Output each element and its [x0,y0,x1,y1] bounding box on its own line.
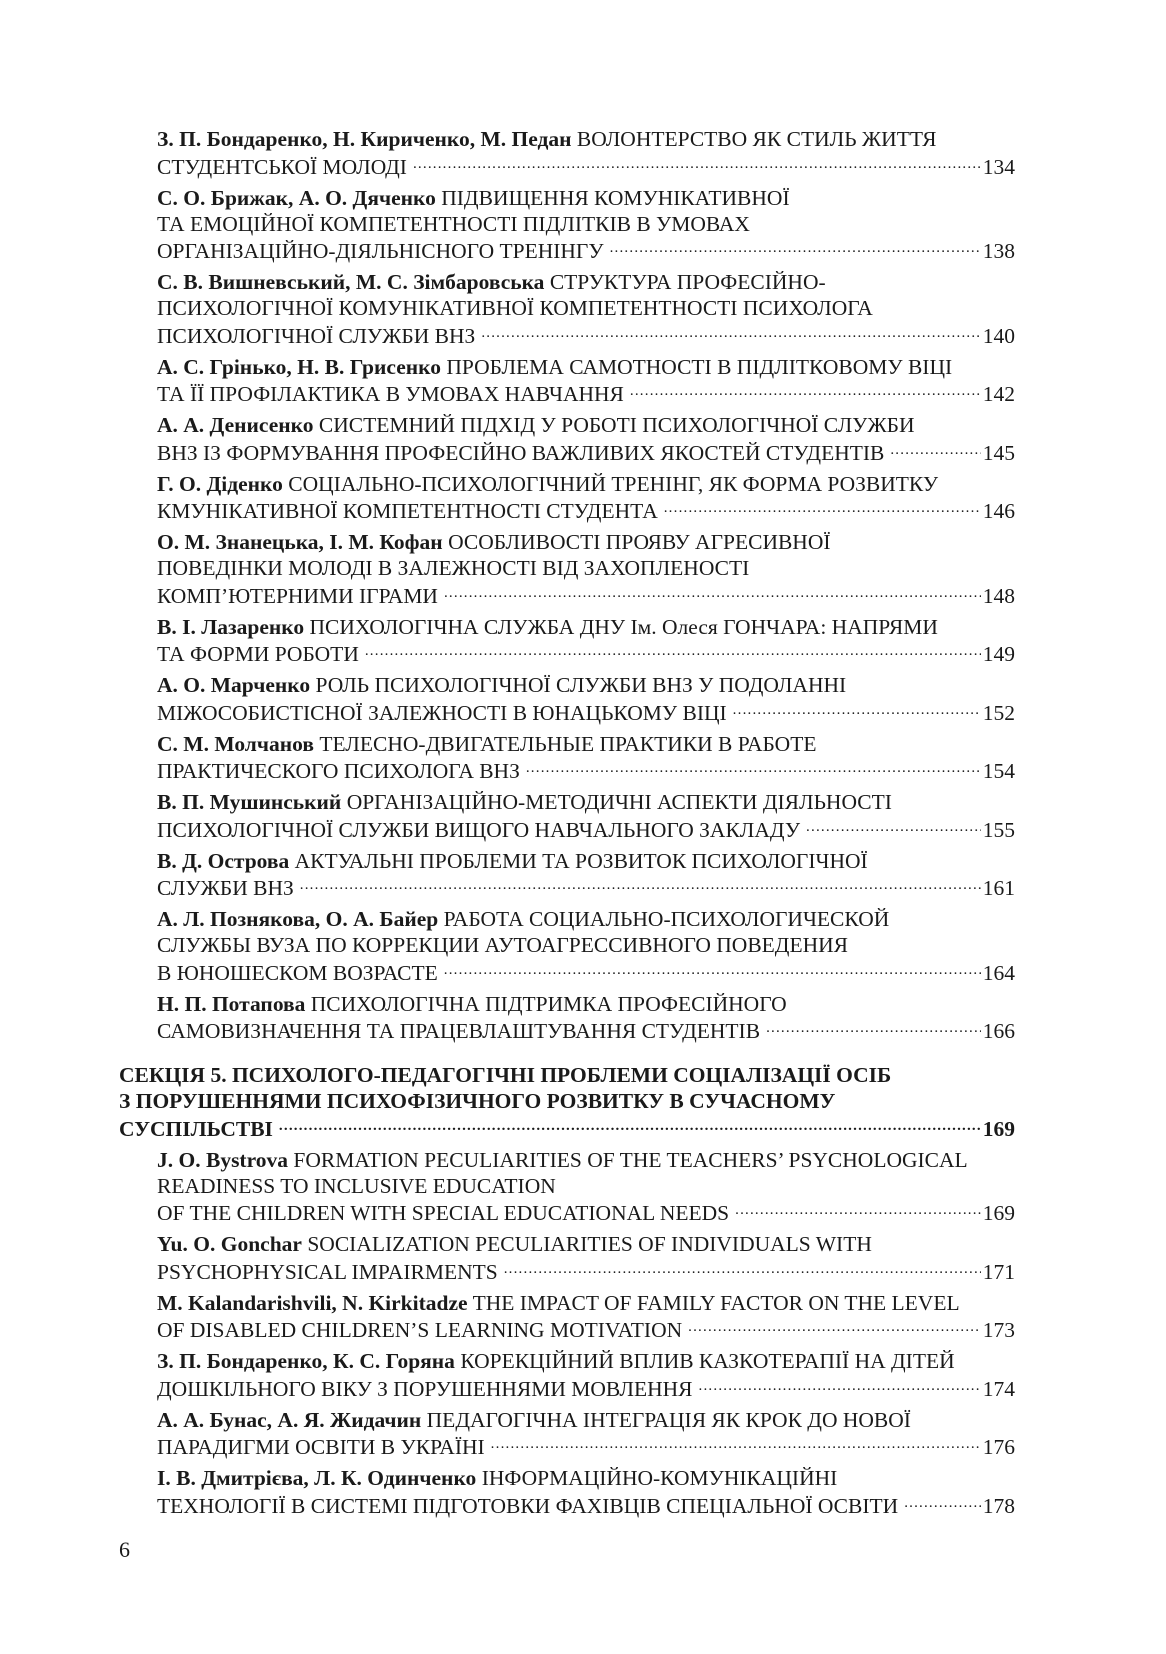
section-heading-line: СЕКЦІЯ 5. ПСИХОЛОГО-ПЕДАГОГІЧНІ ПРОБЛЕМИ СОЦІАЛІЗАЦІЇ ОСІБ [119,1063,892,1087]
entry-title-start: ОРГАНІЗАЦІЙНО-МЕТОДИЧНІ АСПЕКТИ ДІЯЛЬНОСТІ [346,790,892,814]
dot-leader [300,874,981,896]
dot-leader [365,640,981,662]
toc-group-a [119,126,1015,1044]
entry-first-line [157,1407,1015,1433]
entry-title-end: СЛУЖБИ ВНЗ [157,876,294,900]
section-heading-text: СУСПІЛЬСТВІ [119,1116,273,1141]
entry-authors: Г. О. Діденко [157,471,283,496]
page-number: 6 [119,1537,130,1562]
toc-entry[interactable] [157,354,1015,408]
toc-entry[interactable] [157,991,1015,1045]
entry-last-line [157,698,1015,726]
dot-leader [664,497,981,519]
entry-page-number: 145 [982,440,1015,465]
toc-entry[interactable] [157,1290,1015,1344]
entry-page-number: 166 [982,1019,1015,1043]
entry-first-line [157,471,1015,497]
dot-leader [699,1374,981,1396]
entry-authors: А. О. Марченко [157,673,311,697]
section-heading-last-line [119,1114,1015,1142]
entry-authors: В. І. Лазаренко [157,614,305,639]
entry-title-end: ПАРАДИГМИ ОСВІТИ В УКРАЇНІ [157,1435,485,1459]
entry-title-end: ТЕХНОЛОГІЇ В СИСТЕМІ ПІДГОТОВКИ ФАХІВЦІВ СПЕЦІАЛЬНОЇ ОСВІТИ [157,1493,899,1518]
entry-first-line [157,185,1015,211]
entry-last-line [157,1433,1015,1461]
entry-title-end: OF DISABLED CHILDREN’S LEARNING MOTIVATION [157,1318,683,1342]
entry-authors: А. Л. Познякова, О. А. Байер [157,907,439,931]
entry-title-end: КМУНІКАТИВНОЇ КОМПЕТЕНТНОСТІ СТУДЕНТА [157,499,658,523]
entry-authors: Yu. O. Gonchar [157,1232,302,1256]
dot-leader [733,698,981,720]
section-heading-line: З ПОРУШЕННЯМИ ПСИХОФІЗИЧНОГО РОЗВИТКУ В СУЧАСНОМУ [119,1089,836,1113]
dot-leader [735,1199,981,1221]
entry-title-end: ПСИХОЛОГІЧНОЇ СЛУЖБИ ВНЗ [157,323,476,348]
section-page-number: 169 [982,1116,1015,1141]
entry-title-start: КОРЕКЦІЙНИЙ ВПЛИВ КАЗКОТЕРАПІЇ НА ДІТЕЙ [460,1349,955,1373]
entry-page-number: 176 [982,1435,1015,1459]
entry-title-start: РОЛЬ ПСИХОЛОГІЧНОЇ СЛУЖБИ ВНЗ У ПОДОЛАННІ [315,673,847,697]
toc-entry[interactable] [157,1348,1015,1402]
entry-authors: А. А. Денисенко [157,413,314,437]
toc-entry[interactable] [157,1147,1015,1227]
toc-entry[interactable] [157,672,1015,726]
dot-leader [413,152,981,174]
toc-entry[interactable] [157,906,1015,986]
entry-last-line [157,237,1015,265]
entry-title-start: ПІДВИЩЕННЯ КОМУНІКАТИВНОЇ [441,185,790,210]
entry-first-line [157,906,1015,932]
entry-title-start: РАБОТА СОЦИАЛЬНО-ПСИХОЛОГИЧЕСКОЙ [443,907,890,931]
toc-group-b [119,1147,1015,1519]
entry-title-start: SOCIALIZATION PECULIARITIES OF INDIVIDUALS WITH [307,1232,872,1256]
entry-first-line [157,672,1015,698]
entry-last-line [157,1374,1015,1402]
entry-authors: І. В. Дмитрієва, Л. К. Одинченко [157,1466,477,1490]
entry-first-line [157,1290,1015,1316]
entry-page-number: 154 [982,759,1015,783]
entry-authors: M. Kalandarishvili, N. Kirkitadze [157,1290,468,1315]
entry-title-start: СИСТЕМНИЙ ПІДХІД У РОБОТІ ПСИХОЛОГІЧНОЇ СЛУЖБИ [318,413,915,437]
entry-first-line [157,731,1015,757]
entry-page-number: 174 [982,1376,1015,1401]
entry-last-line [157,815,1015,843]
entry-authors: В. П. Мушинський [157,790,342,814]
entry-last-line [157,1017,1015,1045]
entry-title-line: СЛУЖБЫ ВУЗА ПО КОРРЕКЦИИ АУТОАГРЕССИВНОГО ПОВЕДЕНИЯ [157,933,848,957]
entry-title-end: СТУДЕНТСЬКОЇ МОЛОДІ [157,154,407,179]
dot-leader [610,237,981,259]
entry-page-number: 161 [982,876,1015,900]
entry-first-line [157,269,1015,295]
entry-title-end: ТА ФОРМИ РОБОТИ [157,642,359,666]
dot-leader [444,581,981,603]
entry-last-line [157,757,1015,785]
entry-authors: З. П. Бондаренко, К. С. Горяна [157,1349,455,1373]
entry-title-start: THE IMPACT OF FAMILY FACTOR ON THE LEVEL [472,1290,960,1315]
entry-title-line: READINESS TO INCLUSIVE EDUCATION [157,1173,556,1198]
entry-title-start: СОЦІАЛЬНО-ПСИХОЛОГІЧНИЙ ТРЕНІНГ, ЯК ФОРМА РОЗВИТКУ [288,471,939,496]
entry-first-line [157,789,1015,815]
entry-page-number: 152 [982,700,1015,725]
entry-last-line [157,640,1015,668]
entry-last-line [157,1491,1015,1519]
entry-first-line [157,529,1015,555]
dot-leader [279,1114,981,1136]
entry-authors: J. O. Bystrova [157,1147,288,1172]
entry-page-number: 155 [982,817,1015,842]
table-of-contents [119,126,1015,1524]
dot-leader [806,815,981,837]
entry-first-line [157,1348,1015,1374]
toc-entry[interactable] [157,126,1015,180]
entry-page-number: 148 [982,583,1015,608]
entry-last-line [157,497,1015,525]
entry-first-line [157,126,1015,152]
entry-title-start: ОСОБЛИВОСТІ ПРОЯВУ АГРЕСИВНОЇ [448,530,831,554]
entry-page-number: 140 [982,323,1015,348]
toc-entry[interactable] [157,1465,1015,1519]
entry-authors: С. В. Вишневський, М. С. Зімбаровська [157,270,545,294]
entry-title-start: ТЕЛЕСНО-ДВИГАТЕЛЬНЫЕ ПРАКТИКИ В РАБОТЕ [319,731,817,756]
entry-title-end: ПРАКТИЧЕСКОГО ПСИХОЛОГА ВНЗ [157,759,520,783]
toc-entry[interactable] [157,1231,1015,1285]
entry-title-end: OF THE CHILDREN WITH SPECIAL EDUCATIONAL NEEDS [157,1201,730,1225]
entry-page-number: 173 [982,1318,1015,1342]
toc-entry[interactable] [157,789,1015,843]
entry-title-start: АКТУАЛЬНІ ПРОБЛЕМИ ТА РОЗВИТОК ПСИХОЛОГІЧНОЇ [294,848,868,873]
entry-title-end: PSYCHOPHYSICAL IMPAIRMENTS [157,1259,498,1284]
entry-title-end: ПСИХОЛОГІЧНОЇ СЛУЖБИ ВИЩОГО НАВЧАЛЬНОГО ЗАКЛАДУ [157,817,801,842]
entry-title-start: ПСИХОЛОГІЧНА СЛУЖБА ДНУ Ім. Олеся ГОНЧАРА: НАПРЯМИ [309,614,938,639]
dot-leader [766,1017,981,1039]
entry-title-end: МІЖОСОБИСТІСНОЇ ЗАЛЕЖНОСТІ В ЮНАЦЬКОМУ ВІЦІ [157,700,727,725]
toc-entry[interactable] [157,1407,1015,1461]
entry-title-start: ПЕДАГОГІЧНА ІНТЕГРАЦІЯ ЯК КРОК ДО НОВОЇ [426,1407,911,1432]
entry-title-end: ВНЗ ІЗ ФОРМУВАННЯ ПРОФЕСІЙНО ВАЖЛИВИХ ЯКОСТЕЙ СТУДЕНТІВ [157,440,885,465]
entry-page-number: 134 [982,154,1015,179]
entry-last-line [157,958,1015,986]
dot-leader [481,321,980,343]
entry-page-number: 178 [982,1493,1015,1518]
entry-title-end: ТА ЇЇ ПРОФІЛАКТИКА В УМОВАХ НАВЧАННЯ [157,382,624,406]
entry-first-line [157,354,1015,380]
entry-page-number: 169 [982,1201,1015,1225]
entry-title-start: FORMATION PECULIARITIES OF THE TEACHERS’ PSYCHOLOGICAL [293,1147,968,1172]
entry-title-start: ПСИХОЛОГІЧНА ПІДТРИМКА ПРОФЕСІЙНОГО [310,991,787,1016]
entry-last-line [157,152,1015,180]
entry-authors: В. Д. Острова [157,848,290,873]
entry-page-number: 149 [982,642,1015,666]
entry-title-end: В ЮНОШЕСКОМ ВОЗРАСТЕ [157,960,438,985]
entry-title-line: ПСИХОЛОГІЧНОЇ КОМУНІКАТИВНОЇ КОМПЕТЕНТНОСТІ ПСИХОЛОГА [157,296,873,320]
dot-leader [526,757,981,779]
dot-leader [688,1316,981,1338]
entry-last-line [157,438,1015,466]
entry-last-line [157,380,1015,408]
entry-title-start: ВОЛОНТЕРСТВО ЯК СТИЛЬ ЖИТТЯ [576,127,937,151]
entry-page-number: 142 [982,382,1015,406]
toc-entry[interactable] [157,185,1015,265]
entry-title-start: ІНФОРМАЦІЙНО-КОМУНІКАЦІЙНІ [481,1466,838,1490]
toc-section-heading [119,1062,1015,1142]
entry-title-end: САМОВИЗНАЧЕННЯ ТА ПРАЦЕВЛАШТУВАННЯ СТУДЕНТІВ [157,1019,761,1043]
dot-leader [491,1433,981,1455]
entry-last-line [157,581,1015,609]
dot-leader [890,438,980,460]
entry-first-line [157,991,1015,1017]
entry-authors: О. М. Знанецька, І. М. Кофан [157,530,443,554]
entry-last-line [157,1316,1015,1344]
entry-title-end: ОРГАНІЗАЦІЙНО-ДІЯЛЬНІСНОГО ТРЕНІНГУ [157,239,604,263]
entry-authors: З. П. Бондаренко, Н. Кириченко, М. Педан [157,127,572,151]
entry-title-end: ДОШКІЛЬНОГО ВІКУ З ПОРУШЕННЯМИ МОВЛЕННЯ [157,1376,693,1401]
entry-first-line [157,1231,1015,1257]
entry-authors: С. О. Брижак, А. О. Дяченко [157,185,436,210]
entry-title-start: ПРОБЛЕМА САМОТНОСТІ В ПІДЛІТКОВОМУ ВІЦІ [446,354,953,379]
toc-entry[interactable] [157,269,1015,349]
dot-leader [630,380,981,402]
entry-page-number: 171 [982,1259,1015,1284]
entry-first-line [157,412,1015,438]
entry-first-line [157,1147,1015,1173]
entry-first-line [157,848,1015,874]
entry-title-end: КОМП’ЮТЕРНИМИ ІГРАМИ [157,583,438,608]
toc-entry[interactable] [157,614,1015,668]
dot-leader [904,1491,981,1513]
toc-entry[interactable] [157,731,1015,785]
toc-entry[interactable] [157,412,1015,466]
entry-authors: С. М. Молчанов [157,731,314,756]
entry-last-line [157,1199,1015,1227]
entry-authors: А. С. Грінько, Н. В. Грисенко [157,354,441,379]
dot-leader [504,1257,981,1279]
dot-leader [444,958,981,980]
entry-last-line [157,321,1015,349]
entry-page-number: 138 [982,239,1015,263]
entry-page-number: 146 [982,499,1015,523]
toc-entry[interactable] [157,529,1015,609]
entry-title-line: ПОВЕДІНКИ МОЛОДІ В ЗАЛЕЖНОСТІ ВІД ЗАХОПЛЕНОСТІ [157,556,750,580]
entry-title-line: ТА ЕМОЦІЙНОЇ КОМПЕТЕНТНОСТІ ПІДЛІТКІВ В УМОВАХ [157,211,750,236]
entry-last-line [157,1257,1015,1285]
entry-first-line [157,614,1015,640]
entry-title-start: СТРУКТУРА ПРОФЕСІЙНО- [549,270,826,294]
entry-authors: А. А. Бунас, А. Я. Жидачин [157,1407,422,1432]
entry-page-number: 164 [982,960,1015,985]
entry-first-line [157,1465,1015,1491]
toc-entry[interactable] [157,848,1015,902]
entry-authors: Н. П. Потапова [157,991,306,1016]
entry-last-line [157,874,1015,902]
toc-entry[interactable] [157,471,1015,525]
